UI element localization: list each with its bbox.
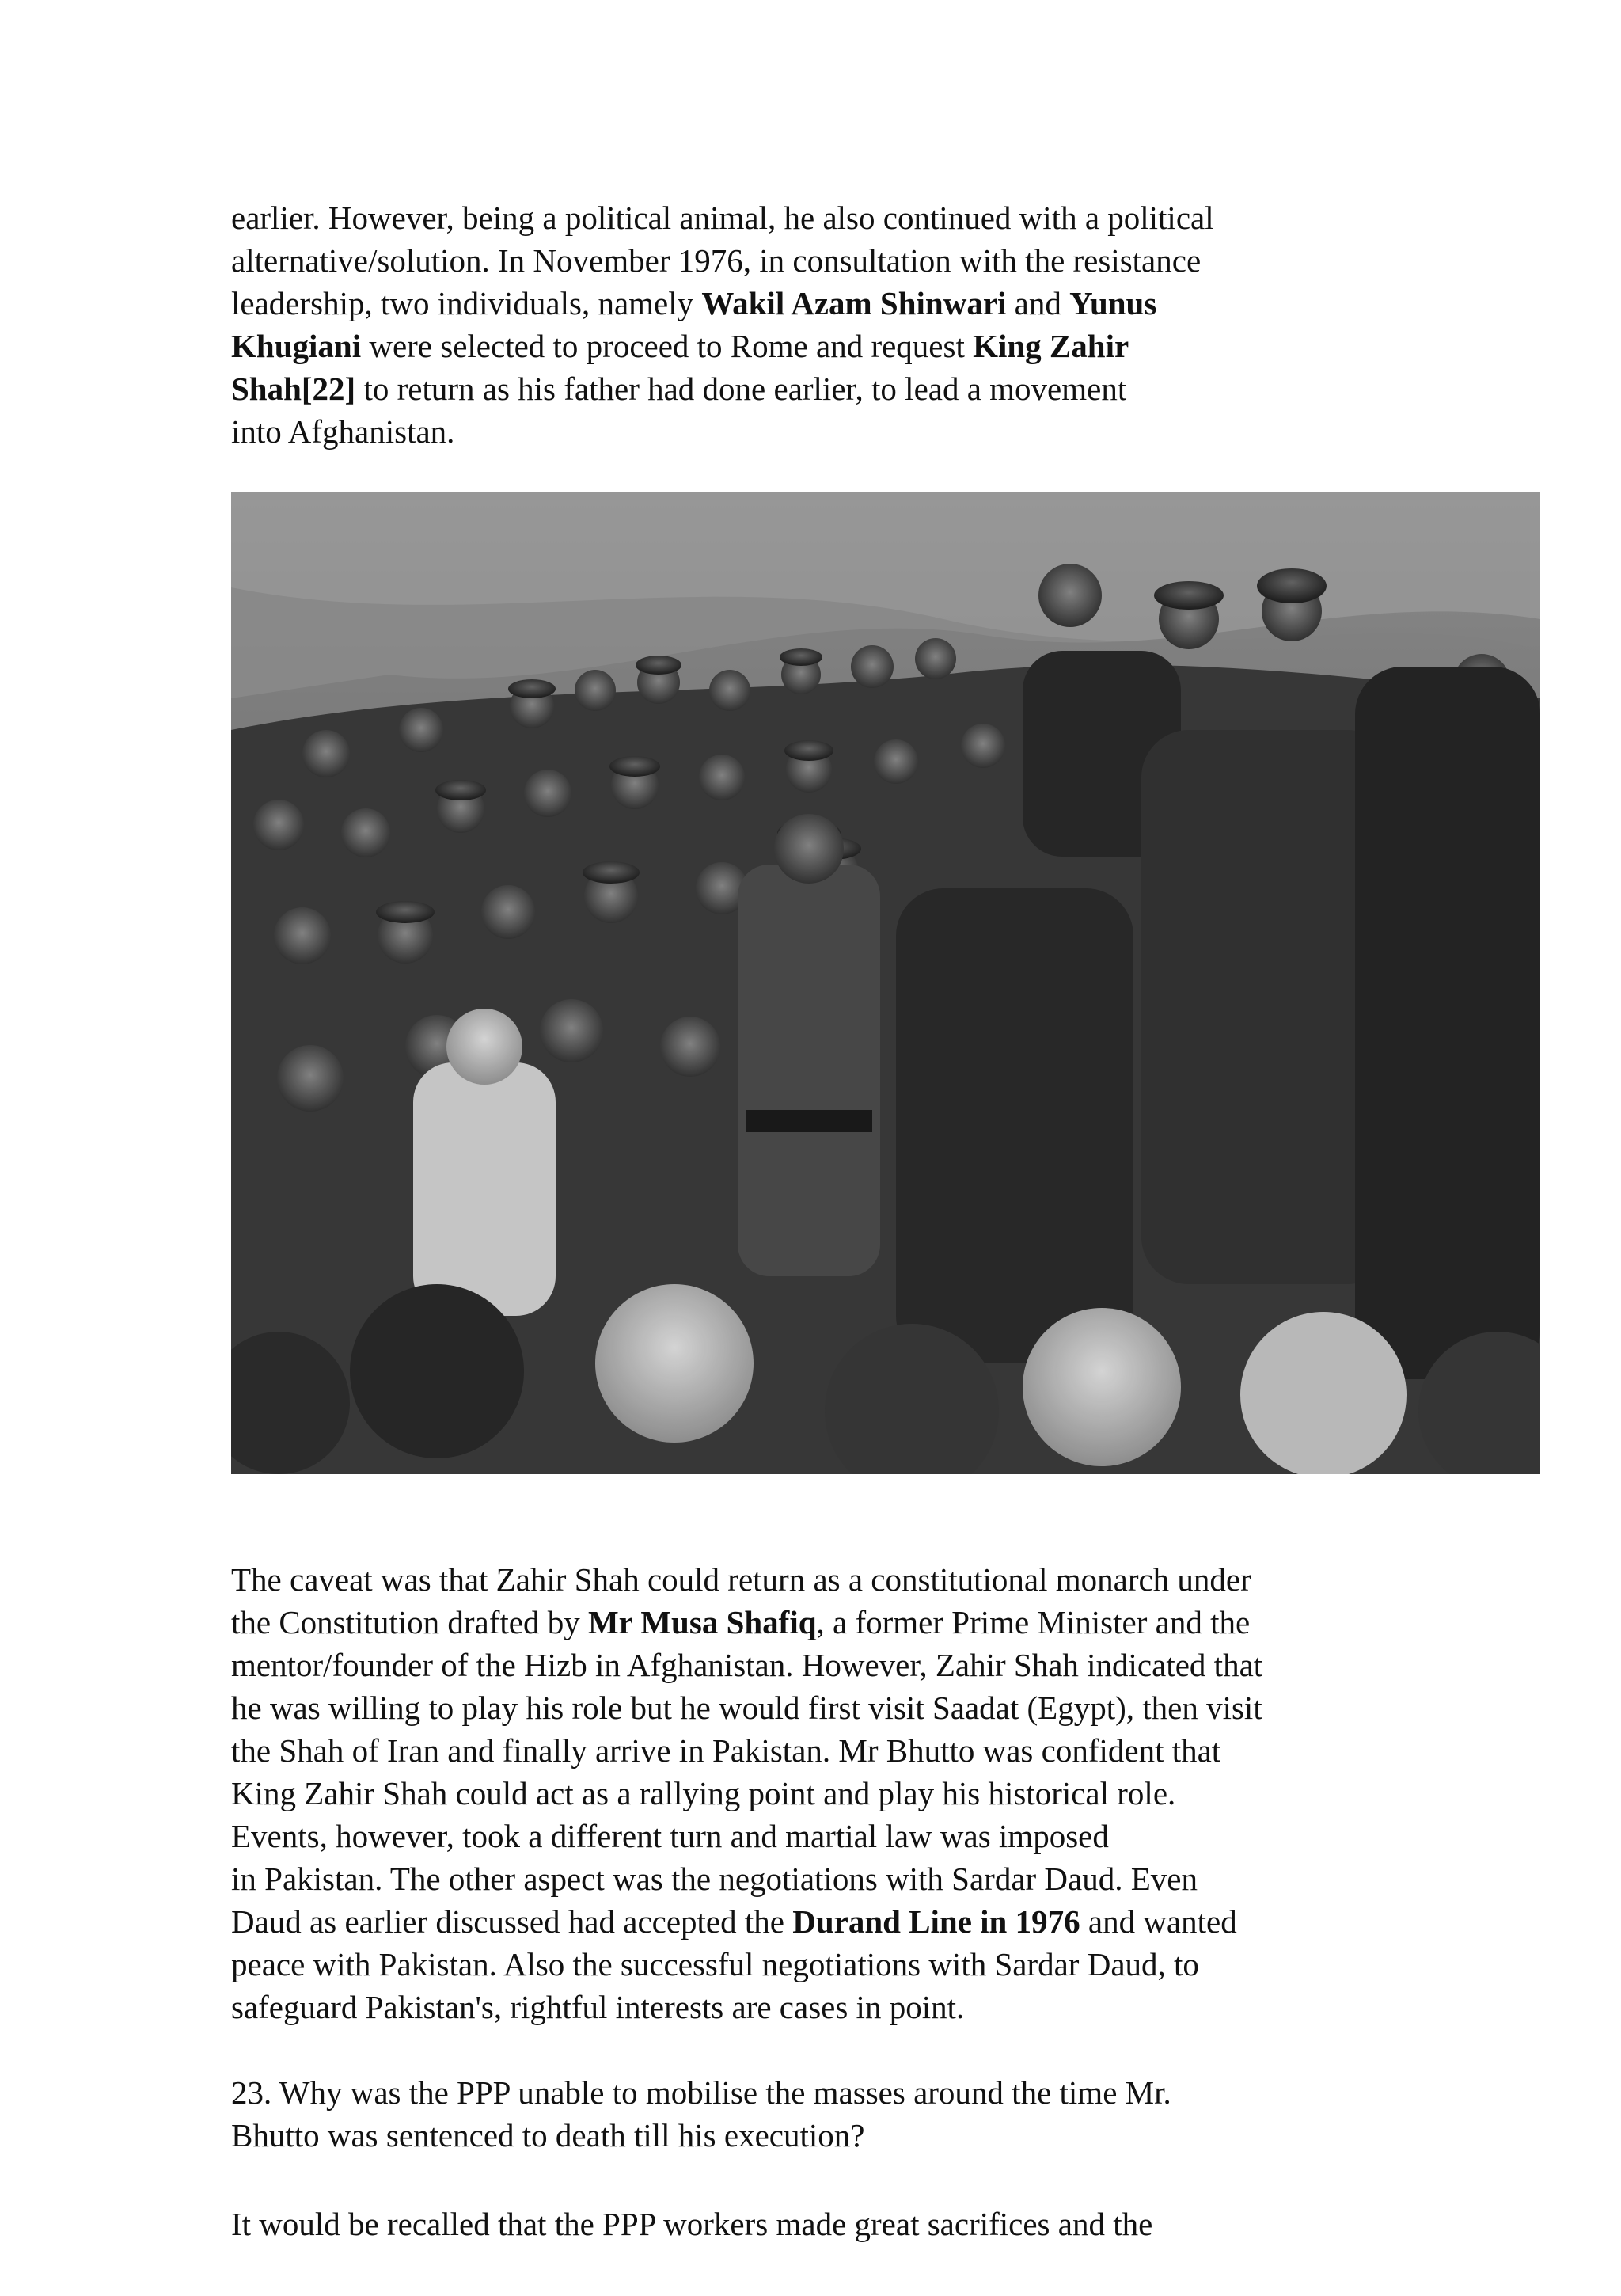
- text-line: mentor/founder of the Hizb in Afghanistan. However, Zahir Shah indicated that: [231, 1647, 1263, 1683]
- crowd-photograph: [231, 492, 1540, 1474]
- photograph-icon: [231, 492, 1540, 1474]
- text-run: Daud as earlier discussed had accepted the: [231, 1903, 793, 1940]
- text-line: King Zahir Shah could act as a rallying point and play his historical role.: [231, 1775, 1176, 1811]
- text-line: [231, 1900, 1262, 1943]
- text-run: and: [1006, 285, 1070, 321]
- text-line: safeguard Pakistan's, rightful interests are cases in point.: [231, 1989, 965, 2025]
- paragraph-1: [231, 196, 1214, 453]
- text-run: to return as his father had done earlier, to lead a movement: [355, 371, 1127, 407]
- bold-durand-line: Durand Line in 1976: [792, 1903, 1080, 1940]
- paragraph-2: [231, 1558, 1262, 2028]
- text-run: , a former Prime Minister and the: [816, 1604, 1251, 1640]
- bold-name-khugiani: Khugiani: [231, 328, 362, 364]
- paragraph-4: [231, 2203, 1152, 2245]
- text-line: the Shah of Iran and finally arrive in Pakistan. Mr Bhutto was confident that: [231, 1732, 1221, 1769]
- question-23: [231, 2071, 1171, 2157]
- text-line: into Afghanistan.: [231, 413, 455, 450]
- text-line: [231, 325, 1214, 367]
- text-line: [231, 367, 1214, 410]
- text-line: he was willing to play his role but he would first visit Saadat (Egypt), then visit: [231, 1690, 1262, 1726]
- text-run: leadership, two individuals, namely: [231, 285, 702, 321]
- text-line: Bhutto was sentenced to death till his execution?: [231, 2117, 865, 2153]
- text-line: alternative/solution. In November 1976, in consultation with the resistance: [231, 242, 1202, 279]
- bold-name-shah-ref: Shah[22]: [231, 371, 356, 407]
- text-line: 23. Why was the PPP unable to mobilise the masses around the time Mr.: [231, 2074, 1171, 2111]
- text-run: were selected to proceed to Rome and request: [361, 328, 974, 364]
- text-line: [231, 1601, 1262, 1644]
- text-run: and wanted: [1080, 1903, 1237, 1940]
- text-line: The caveat was that Zahir Shah could return as a constitutional monarch under: [231, 1561, 1251, 1598]
- bold-name-wakil-azam-shinwari: Wakil Azam Shinwari: [701, 285, 1007, 321]
- bold-name-king-zahir: King Zahir: [973, 328, 1129, 364]
- text-line: earlier. However, being a political animal, he also continued with a political: [231, 200, 1214, 236]
- text-line: It would be recalled that the PPP workers made great sacrifices and the: [231, 2206, 1153, 2242]
- bold-name-yunus: Yunus: [1069, 285, 1157, 321]
- text-line: peace with Pakistan. Also the successful negotiations with Sardar Daud, to: [231, 1946, 1199, 1982]
- text-line: [231, 282, 1214, 325]
- text-run: the Constitution drafted by: [231, 1604, 588, 1640]
- text-line: Events, however, took a different turn and martial law was imposed: [231, 1818, 1109, 1854]
- bold-name-musa-shafiq: Mr Musa Shafiq: [587, 1604, 817, 1640]
- text-line: in Pakistan. The other aspect was the negotiations with Sardar Daud. Even: [231, 1861, 1198, 1897]
